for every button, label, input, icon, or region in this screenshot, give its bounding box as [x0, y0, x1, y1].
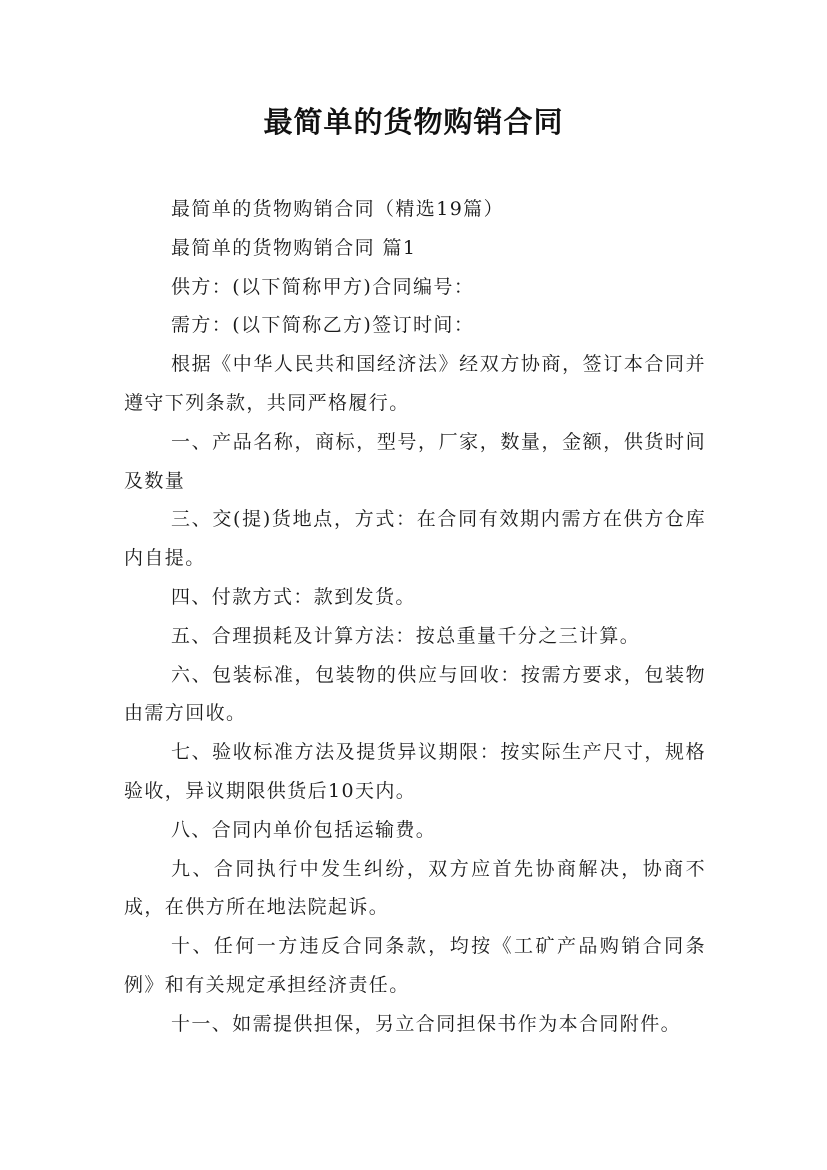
clause-7: 七、验收标准方法及提货异议期限：按实际生产尺寸，规格验收，异议期限供货后10天内。: [124, 741, 706, 802]
document-title: 最简单的货物购销合同: [263, 105, 564, 139]
clause-11: 十一、如需提供担保，另立合同担保书作为本合同附件。: [171, 1012, 682, 1035]
clause-1: 一、产品名称，商标，型号，厂家，数量，金额，供货时间及数量: [124, 430, 706, 492]
clause-4: 四、付款方式：款到发货。: [171, 585, 416, 608]
paragraph-supplier: 供方：(以下简称甲方)合同编号：: [171, 275, 475, 298]
clause-5: 五、合理损耗及计算方法：按总重量千分之三计算。: [171, 624, 641, 647]
paragraph-preamble: 根据《中华人民共和国经济法》经双方协商，签订本合同并遵守下列条款，共同严格履行。: [124, 353, 706, 414]
clause-3: 三、交(提)货地点，方式：在合同有效期内需方在供方仓库内自提。: [124, 508, 706, 570]
paragraph-buyer: 需方：(以下简称乙方)签订时间：: [171, 314, 475, 337]
paragraph-section-heading: 最简单的货物购销合同 篇1: [171, 236, 417, 259]
clause-8: 八、合同内单价包括运输费。: [171, 818, 437, 841]
clause-10: 十、任何一方违反合同条款，均按《工矿产品购销合同条例》和有关规定承担经济责任。: [124, 935, 706, 996]
clause-6: 六、包装标准，包装物的供应与回收：按需方要求，包装物由需方回收。: [124, 663, 706, 725]
document-body: [124, 190, 706, 1044]
paragraph-subtitle: 最简单的货物购销合同（精选19篇）: [171, 198, 504, 220]
clause-9: 九、合同执行中发生纠纷，双方应首先协商解决，协商不成，在供方所在地法院起诉。: [124, 857, 706, 919]
